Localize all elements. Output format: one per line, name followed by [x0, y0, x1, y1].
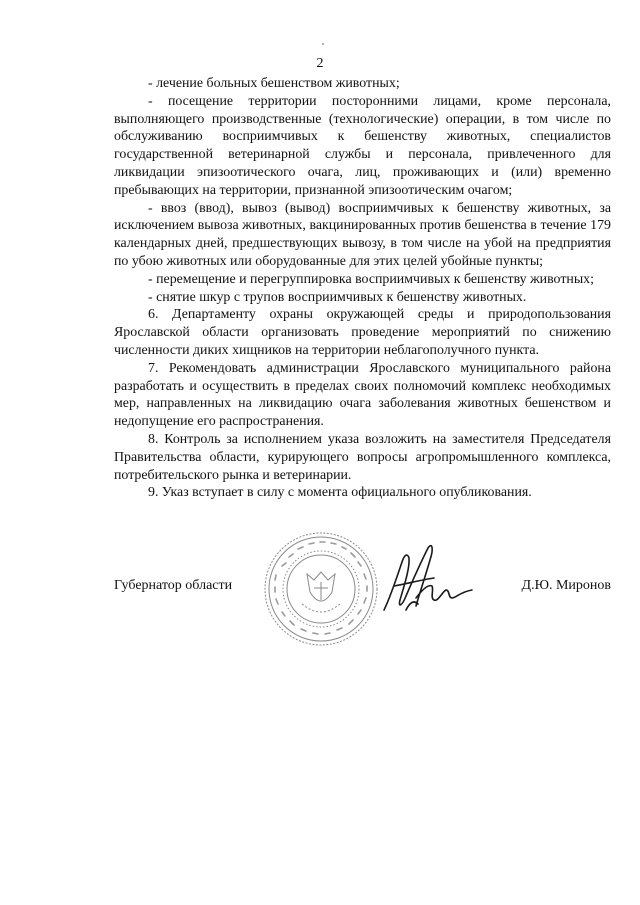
- clause-7: 7. Рекомендовать администрации Ярославского муниципального района разработать и осуществить в пределах своих полномочий комплекс необходимых мер, направленных на ликвидацию очага заболевания животных бешенством и недопущение его распространения.: [114, 360, 611, 430]
- scan-speck: [322, 43, 324, 45]
- restriction-item-treatment: - лечение больных бешенством животных;: [148, 76, 400, 91]
- official-seal-stamp: [262, 530, 380, 648]
- restriction-item-import-export: - ввоз (ввод), вывоз (вывод) восприимчивых к бешенству животных, за исключением вывоза животных, вакцинированных против бешенства в течение 179 календарных дней, предшествующих вывозу, в том числе на убой на предприятия по убою животных или оборудованные для этих целей убойные пункты;: [114, 200, 611, 269]
- handwritten-signature: [376, 540, 476, 622]
- page-number: 2: [316, 56, 324, 71]
- restriction-item-skinning: - снятие шкур с трупов восприимчивых к бешенству животных.: [148, 289, 527, 305]
- restriction-item-visits: - посещение территории посторонними лицами, кроме персонала, выполняющего производственные (технологические) операции, в том числе по обслуживанию восприимчивых к бешенству животных, специалистов государственной ветеринарной службы и персонала, привлеченного для ликвидации эпизоотического очага, лиц, проживающих и (или) временно пребывающих на территории, признанной эпизоотическим очагом;: [114, 93, 611, 198]
- clause-8: 8. Контроль за исполнением указа возложить на заместителя Председателя Правительства области, курирующего вопросы агропромышленного комплекса, потребительского рынка и ветеринарии.: [114, 431, 611, 483]
- signer-name: Д.Ю. Миронов: [521, 578, 611, 593]
- restriction-item-relocation: - перемещение и перегруппировка восприимчивых к бешенству животных;: [148, 271, 594, 287]
- signer-position: Губернатор области: [114, 578, 233, 593]
- clause-9: 9. Указ вступает в силу с момента официального опубликования.: [148, 485, 532, 501]
- clause-6: 6. Департаменту охраны окружающей среды и природопользования Ярославской области организовать проведение мероприятий по снижению численности диких хищников на территории неблагополучного пункта.: [114, 307, 611, 358]
- decree-body: [114, 75, 611, 502]
